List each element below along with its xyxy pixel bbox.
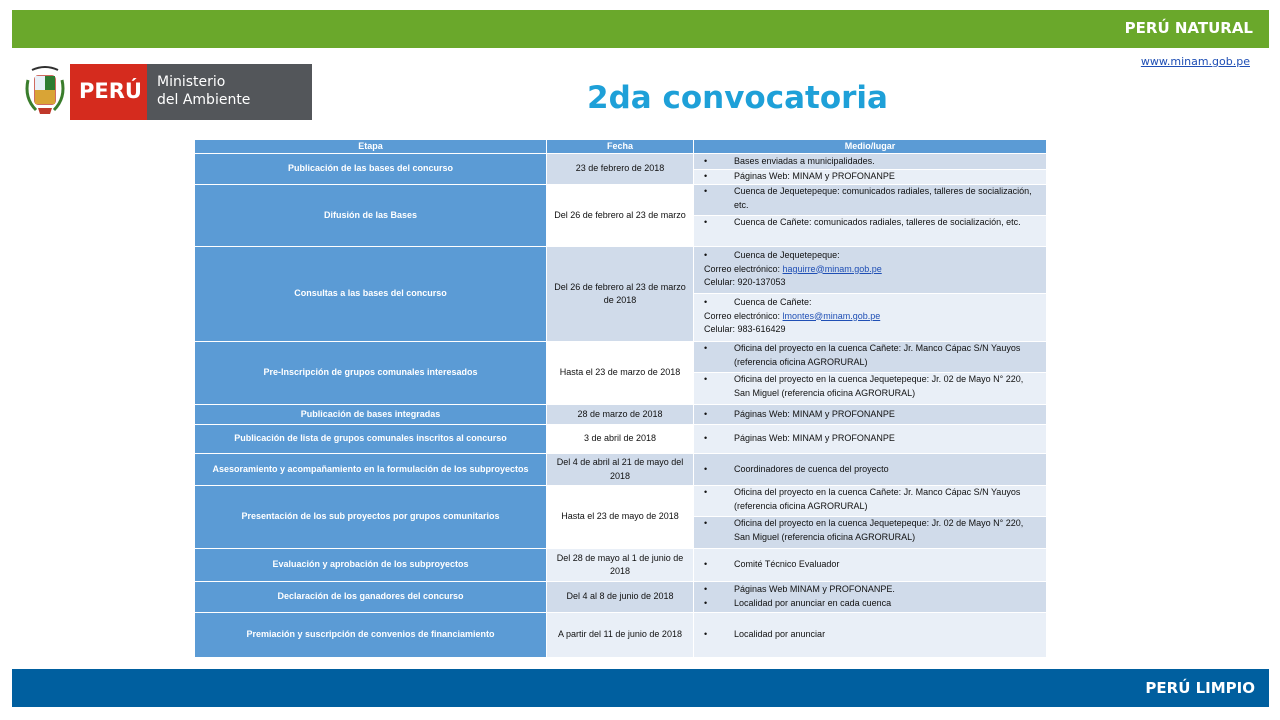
row-fecha: Hasta el 23 de mayo de 2018 — [547, 486, 693, 548]
header-medio: Medio/lugar — [694, 140, 1046, 153]
row-etapa: Declaración de los ganadores del concurso — [195, 582, 546, 612]
row-fecha: Del 4 de abril al 21 de mayo del 2018 — [547, 454, 693, 485]
bullet-icon: • — [704, 155, 708, 166]
bullet-icon: • — [704, 186, 708, 196]
row-etapa: Pre-Inscripción de grupos comunales interesados — [195, 342, 546, 404]
bottom-banner-text: PERÚ LIMPIO — [1145, 679, 1255, 697]
row-fecha: Del 26 de febrero al 23 de marzo de 2018 — [547, 247, 693, 341]
row-fecha: 23 de febrero de 2018 — [547, 154, 693, 184]
bullet-icon: • — [704, 374, 708, 384]
row-fecha: Del 4 al 8 de junio de 2018 — [547, 582, 693, 612]
bullet-icon: • — [704, 408, 708, 419]
row-medio-item: • Bases enviadas a municipalidades. — [694, 154, 1046, 169]
row-medio-item: • Páginas Web: MINAM y PROFONANPE — [694, 405, 1046, 424]
row-medio-item: • Oficina del proyecto en la cuenca Jequetepeque: Jr. 02 de Mayo N° 220, San Miguel (referencia oficina AGRORURAL) — [694, 517, 1046, 548]
bullet-icon: • — [704, 559, 708, 570]
ministry-logo-box — [147, 64, 312, 120]
header-fecha: Fecha — [547, 140, 693, 153]
bullet-icon: • — [704, 487, 708, 497]
row-medio-item: • Cuenca de Jequetepeque: comunicados radiales, talleres de socialización, etc. — [694, 185, 1046, 215]
row-etapa: Presentación de los sub proyectos por grupos comunitarios — [195, 486, 546, 548]
website-link[interactable]: www.minam.gob.pe — [1140, 55, 1250, 68]
bullet-icon: • — [704, 463, 708, 474]
row-medio-list: • Páginas Web MINAM y PROFONANPE. • Localidad por anunciar en cada cuenca — [694, 582, 1046, 612]
bullet-icon: • — [704, 518, 708, 528]
row-medio-item: • Oficina del proyecto en la cuenca Cañete: Jr. Manco Cápac S/N Yauyos (referencia oficina AGRORURAL) — [694, 342, 1046, 372]
row-medio-item: • Coordinadores de cuenca del proyecto — [694, 454, 1046, 485]
logo-ministry-line1: Ministerio — [157, 74, 226, 90]
bullet-icon: • — [704, 629, 708, 640]
row-medio-item: • Oficina del proyecto en la cuenca Jequetepeque: Jr. 02 de Mayo N° 220, San Miguel (referencia oficina AGRORURAL) — [694, 373, 1046, 404]
top-banner — [12, 10, 1269, 48]
row-etapa: Evaluación y aprobación de los subproyectos — [195, 549, 546, 581]
row-fecha: Del 26 de febrero al 23 de marzo — [547, 185, 693, 246]
page-title: 2da convocatoria — [587, 80, 888, 116]
bullet-icon: • — [704, 584, 708, 594]
peru-logo-box — [70, 64, 147, 120]
row-medio-item: • Páginas Web: MINAM y PROFONANPE — [694, 170, 1046, 184]
row-etapa: Publicación de las bases del concurso — [195, 154, 546, 184]
row-etapa: Difusión de las Bases — [195, 185, 546, 246]
row-fecha: 3 de abril de 2018 — [547, 425, 693, 453]
bullet-icon: • — [704, 343, 708, 353]
contact-jequetepeque: • Cuenca de Jequetepeque: Correo electrónico: haguirre@minam.gob.pe Celular: 920-137053 — [694, 247, 1046, 293]
row-medio-item: • Páginas Web: MINAM y PROFONANPE — [694, 425, 1046, 453]
row-medio-item: • Oficina del proyecto en la cuenca Cañete: Jr. Manco Cápac S/N Yauyos (referencia oficina AGRORURAL) — [694, 486, 1046, 516]
row-medio-item: • Comité Técnico Evaluador — [694, 549, 1046, 581]
top-banner-text: PERÚ NATURAL — [1124, 19, 1253, 37]
bullet-icon: • — [704, 250, 708, 260]
row-fecha: 28 de marzo de 2018 — [547, 405, 693, 424]
row-fecha: Hasta el 23 de marzo de 2018 — [547, 342, 693, 404]
contact-canete: • Cuenca de Cañete: Correo electrónico: lmontes@minam.gob.pe Celular: 983-616429 — [694, 294, 1046, 341]
row-medio-item: • Cuenca de Cañete: comunicados radiales, talleres de socialización, etc. — [694, 216, 1046, 246]
logo-country: PERÚ — [79, 79, 142, 103]
bullet-icon: • — [704, 597, 708, 608]
bullet-icon: • — [704, 171, 708, 182]
bullet-icon: • — [704, 217, 708, 227]
row-etapa: Premiación y suscripción de convenios de financiamiento — [195, 613, 546, 657]
row-etapa: Publicación de lista de grupos comunales inscritos al concurso — [195, 425, 546, 453]
row-fecha: A partir del 11 de junio de 2018 — [547, 613, 693, 657]
bullet-icon: • — [704, 297, 708, 307]
row-etapa: Publicación de bases integradas — [195, 405, 546, 424]
email-link[interactable]: lmontes@minam.gob.pe — [782, 310, 881, 321]
row-etapa: Asesoramiento y acompañamiento en la formulación de los subproyectos — [195, 454, 546, 485]
email-link[interactable]: haguirre@minam.gob.pe — [782, 263, 882, 274]
bullet-icon: • — [704, 433, 708, 444]
bottom-banner — [12, 669, 1269, 707]
row-fecha: Del 28 de mayo al 1 de junio de 2018 — [547, 549, 693, 581]
ministry-logo — [22, 64, 312, 120]
row-etapa: Consultas a las bases del concurso — [195, 247, 546, 341]
header-etapa: Etapa — [195, 140, 546, 153]
coat-of-arms-icon — [22, 64, 68, 120]
logo-ministry-line2: del Ambiente — [157, 92, 251, 108]
row-medio-item: • Localidad por anunciar — [694, 613, 1046, 657]
schedule-table — [195, 140, 1046, 657]
